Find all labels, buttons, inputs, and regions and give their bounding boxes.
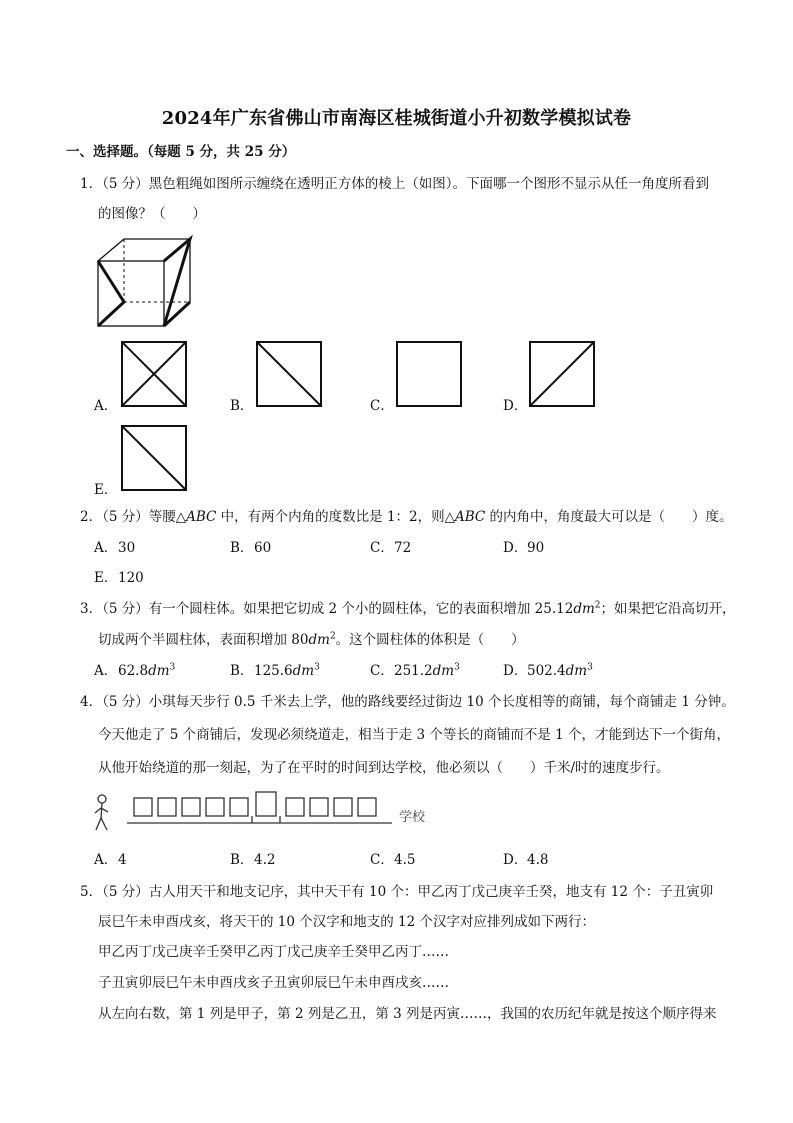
q1-option-c-figure bbox=[396, 341, 462, 407]
q2-option-a: A．30 bbox=[94, 540, 136, 556]
q1-option-d-figure bbox=[529, 341, 595, 407]
q3-option-b: B．$125.6dm^3$ bbox=[230, 662, 320, 679]
q2-option-b: B．60 bbox=[230, 540, 272, 556]
q2-stem-post: 的内角中，角度最大可以是（ ）度。 bbox=[485, 509, 733, 525]
q1-option-b-label: B． bbox=[230, 398, 254, 414]
q4-option-d: D．4.8 bbox=[503, 852, 549, 868]
q5-line1: 5．（5 分）古人用天干和地支记序，其中天干有 10 个：甲乙丙丁戊己庚辛壬癸，地支有 12 个：子丑寅卯 bbox=[80, 884, 714, 900]
q2-option-d: D．90 bbox=[503, 540, 545, 556]
q4-line1: 4．（5 分）小琪每天步行 0.5 千米去上学，他的路线要经过街边 10 个长度相等的商铺，每个商铺走 1 分钟。 bbox=[80, 694, 735, 710]
q1-option-e-figure bbox=[121, 425, 187, 491]
q5-line3: 甲乙丙丁戊己庚辛壬癸甲乙丙丁戊己庚辛壬癸甲乙丙丁…… bbox=[98, 944, 449, 960]
q1-option-a-figure bbox=[121, 341, 187, 407]
q2-stem-mid: 中，有两个内角的度数比是 1：2，则△ bbox=[216, 509, 456, 525]
q2-stem-pre: 2．（5 分）等腰△ bbox=[80, 509, 187, 525]
q4-line2: 今天他走了 5 个商铺后，发现必须绕道走，相当于走 3 个等长的商铺而不是 1 个，才能到达下一个街角， bbox=[98, 727, 731, 743]
page-title: 2024年广东省佛山市南海区桂城街道小升初数学模拟试卷 bbox=[161, 108, 632, 129]
q2-stem bbox=[80, 507, 733, 527]
q1-line1: 1．（5 分）黑色粗绳如图所示缠绕在透明正方体的棱上（如图）。下面哪一个图形不显示从任一角度所看到 bbox=[80, 176, 709, 192]
q2-option-e: E．120 bbox=[94, 570, 144, 586]
q1-option-c-label: C． bbox=[370, 398, 394, 414]
q1-option-a-label: A． bbox=[94, 398, 118, 414]
q5-line4: 子丑寅卯辰巳午未申酉戌亥子丑寅卯辰巳午未申酉戌亥…… bbox=[98, 975, 449, 991]
q3-option-d: D．$502.4dm^3$ bbox=[503, 662, 593, 679]
q3-line1: 3．（5 分）有一个圆柱体。如果把它切成 2 个小的圆柱体，它的表面积增加 $25.12dm^2$；如果把它沿高切开， bbox=[80, 600, 736, 617]
q4-option-a: A．4 bbox=[94, 852, 127, 868]
q4-option-b: B．4.2 bbox=[230, 852, 276, 868]
q4-line3: 从他开始绕道的那一刻起，为了在平时的时间到达学校，他必须以（ ）千米/时的速度步行。 bbox=[98, 760, 670, 776]
cube-figure bbox=[94, 236, 194, 336]
q1-line2: 的图像？（ ） bbox=[98, 206, 206, 222]
q2-abc-1: ABC bbox=[186, 509, 217, 525]
q5-line5: 从左向右数，第 1 列是甲子，第 2 列是乙丑，第 3 列是丙寅……，我国的农历纪年就是按这个顺序得来 bbox=[98, 1006, 717, 1022]
q1-option-e-label: E． bbox=[94, 482, 118, 498]
q3-option-c: C．$251.2dm^3$ bbox=[370, 662, 460, 679]
q1-option-d-label: D． bbox=[503, 398, 528, 414]
q2-option-c: C．72 bbox=[370, 540, 412, 556]
section-heading: 一、选择题。（每题 5 分，共 25 分） bbox=[66, 144, 296, 160]
school-label: 学校 bbox=[399, 810, 426, 825]
street-diagram bbox=[92, 792, 392, 838]
q3-option-a: A．$62.8dm^3$ bbox=[94, 662, 176, 679]
q5-line2: 辰巳午未申酉戌亥，将天干的 10 个汉字和地支的 12 个汉字对应排列成如下两行： bbox=[98, 914, 596, 930]
q2-abc-2: ABC bbox=[455, 509, 486, 525]
walker-icon bbox=[95, 795, 108, 830]
q4-option-c: C．4.5 bbox=[370, 852, 416, 868]
q3-line2: 切成两个半圆柱体，表面积增加 $80dm^2$。这个圆柱体的体积是（ ） bbox=[98, 631, 525, 648]
q1-option-b-figure bbox=[256, 341, 322, 407]
